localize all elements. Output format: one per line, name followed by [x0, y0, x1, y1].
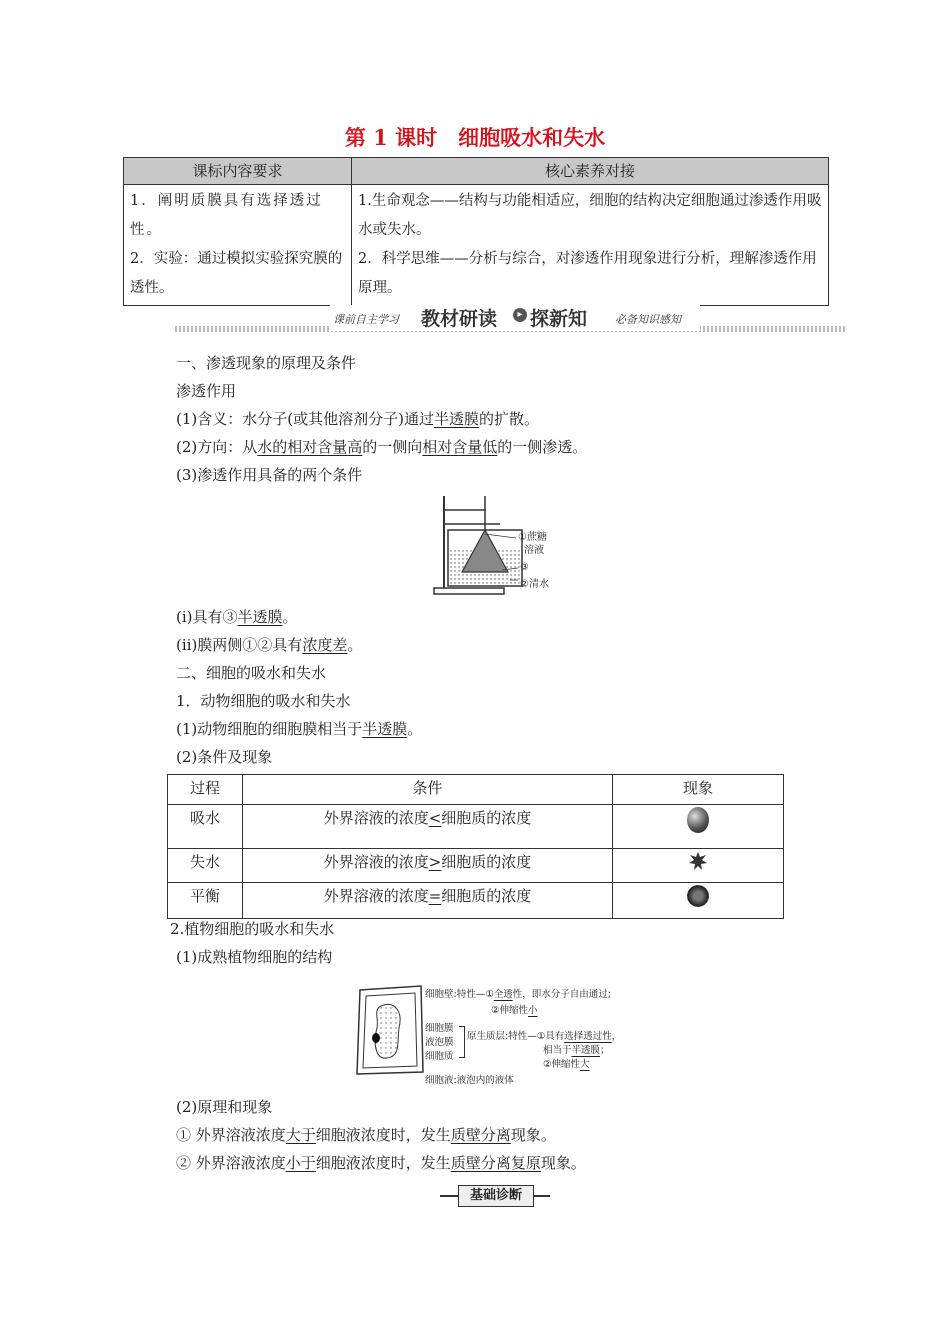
col-header-condition: 条件 [243, 775, 613, 805]
sec2-sub1: 1．动物细胞的吸水和失水 [176, 692, 351, 710]
principle-1: ① 外界溶液浓度大于细胞液浓度时，发生质壁分离现象。 [176, 1126, 556, 1144]
condition-cell: 外界溶液的浓度<细胞质的浓度 [243, 805, 613, 849]
phenomenon-cell [613, 849, 784, 883]
label-vacuole-membrane: 液泡膜 [425, 1037, 454, 1048]
section-banner [175, 302, 847, 338]
standard-2: 2．实验：通过模拟实验探究膜的透性。 [130, 251, 343, 296]
plant-cell-drawing [355, 982, 425, 1078]
condition-cell: 外界溶液的浓度=细胞质的浓度 [243, 883, 613, 919]
table-row [168, 805, 784, 849]
table-header-standards: 课标内容要求 [124, 158, 352, 185]
standards-cell [124, 185, 352, 306]
label-cytoplasm: 细胞质 [425, 1051, 454, 1062]
wall-feature-1: 细胞壁:特性—①全透性，即水分子自由通过; [425, 989, 611, 1000]
label-cell-membrane: 细胞膜 [425, 1023, 454, 1034]
competency-1: 1.生命观念——结构与功能相适应，细胞的结构决定细胞通过渗透作用吸水或失水。 [358, 193, 822, 238]
osmosis-apparatus-figure [430, 490, 570, 600]
protoplast-feature-2: ②伸缩性大 [543, 1059, 590, 1070]
basic-diagnosis-badge [440, 1185, 550, 1207]
sec2-sub2: 2.植物细胞的吸水和失水 [170, 920, 335, 938]
banner-arrow-icon: ▸ [513, 308, 527, 322]
swollen-cell-icon [687, 807, 709, 833]
protoplast-feature-1: 原生质层:特性—①具有选择透过性， [467, 1031, 622, 1042]
badge-label: 基础诊断 [458, 1185, 534, 1207]
sec1-item1: (1)含义：水分子(或其他溶剂分子)通过半透膜的扩散。 [176, 410, 539, 428]
fig-label-membrane: ③ [520, 562, 529, 573]
banner-right-text: 必备知识感知 [615, 313, 681, 326]
animal-cell-table [167, 774, 784, 919]
process-cell: 失水 [168, 849, 243, 883]
process-cell: 平衡 [168, 883, 243, 919]
competency-cell [352, 185, 829, 306]
condition-cell: 外界溶液的浓度>细胞质的浓度 [243, 849, 613, 883]
col-header-phenomenon: 现象 [613, 775, 784, 805]
shrunken-cell-icon [688, 851, 708, 871]
osmosis-apparatus-drawing [430, 490, 570, 600]
sec1-item2: (2)方向：从水的相对含量高的一侧向相对含量低的一侧渗透。 [176, 438, 588, 456]
label-cell-sap: 细胞液:液泡内的液体 [425, 1075, 514, 1086]
protoplast-feature-1b: 相当于半透膜； [543, 1045, 610, 1056]
fig-label-sucrose: ①蔗糖 [518, 532, 547, 543]
sec1-heading: 一、渗透现象的原理及条件 [176, 354, 357, 372]
banner-main-b: 探新知 [530, 308, 588, 330]
table-row [168, 849, 784, 883]
col-header-process: 过程 [168, 775, 243, 805]
sec2-item2: (2)条件及现象 [176, 748, 273, 766]
sec2-item3: (1)成熟植物细胞的结构 [176, 948, 333, 966]
sec2-item4: (2)原理和现象 [176, 1098, 273, 1116]
page-title: 第 1 课时 细胞吸水和失水 [344, 125, 606, 150]
fig-label-water: ②清水 [520, 579, 549, 590]
table-header-competency: 核心素养对接 [352, 158, 829, 185]
sec2-heading: 二、细胞的吸水和失水 [176, 664, 327, 682]
sec2-item1: (1)动物细胞的细胞膜相当于半透膜。 [176, 720, 423, 738]
standards-table [123, 157, 829, 306]
fig-label-solution: 溶液 [524, 545, 544, 556]
phenomenon-cell [613, 883, 784, 919]
sec1-item3: (3)渗透作用具备的两个条件 [176, 466, 363, 484]
sec1-sub: 渗透作用 [176, 382, 237, 400]
standard-1: 1．阐明质膜具有选择透过性。 [130, 193, 323, 238]
banner-main-a: 教材研读 [421, 308, 498, 330]
competency-2: 2．科学思维——分析与综合，对渗透作用现象进行分析，理解渗透作用原理。 [358, 251, 817, 296]
phenomenon-cell [613, 805, 784, 849]
table-row [168, 883, 784, 919]
condition-2: (ⅱ)膜两侧①②具有浓度差。 [176, 636, 363, 654]
process-cell: 吸水 [168, 805, 243, 849]
wall-feature-2: ②伸缩性小 [491, 1005, 538, 1016]
banner-left-text: 课前自主学习 [333, 313, 399, 326]
principle-2: ② 外界溶液浓度小于细胞液浓度时，发生质壁分离复原现象。 [176, 1154, 586, 1172]
normal-cell-icon [687, 885, 709, 907]
condition-1: (ⅰ)具有③半透膜。 [176, 608, 298, 626]
brace [459, 1026, 465, 1058]
plant-cell-figure [355, 978, 645, 1086]
